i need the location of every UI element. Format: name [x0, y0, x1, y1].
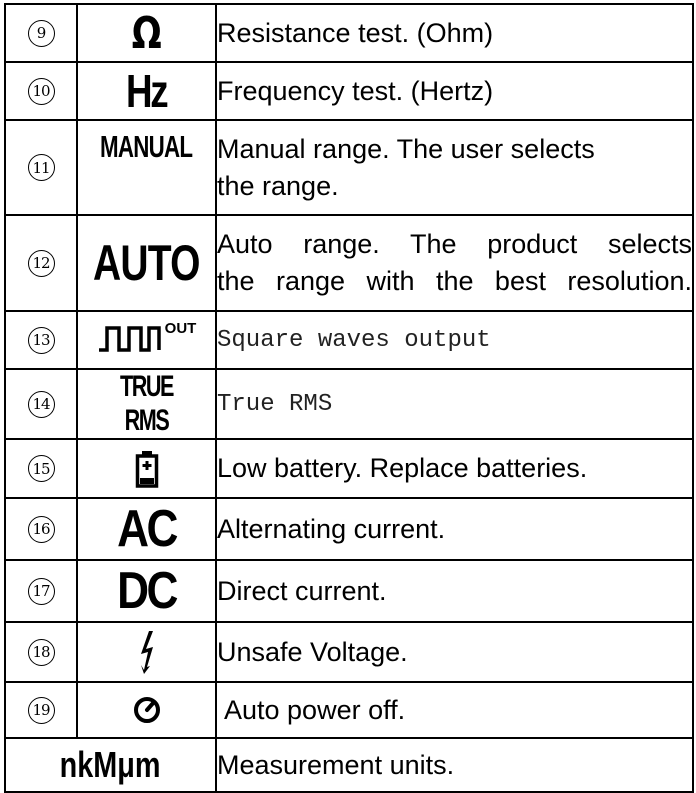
measurement-units-icon: nkMμm — [60, 744, 161, 785]
description-line: Auto range. The product selects — [217, 229, 692, 259]
circled-number: 16 — [28, 516, 55, 543]
ohm-icon: Ω — [131, 7, 162, 59]
symbol-cell — [77, 439, 216, 498]
description-cell: Resistance test. (Ohm) — [216, 4, 693, 62]
table-row — [5, 4, 693, 62]
auto-range-icon: AUTO — [93, 235, 200, 291]
hertz-icon: Hz — [126, 65, 167, 117]
table-row — [5, 120, 693, 215]
symbol-cell — [77, 369, 216, 439]
table-row — [5, 369, 693, 439]
description-cell: Unsafe Voltage. — [216, 622, 693, 682]
circled-number: 13 — [28, 327, 55, 354]
out-label: OUT — [164, 319, 197, 337]
manual-range-icon: MANUAL — [100, 129, 193, 164]
row-number-cell — [5, 369, 77, 439]
circled-number: 10 — [28, 78, 55, 105]
symbol-legend-table — [4, 3, 694, 793]
description-cell: Frequency test. (Hertz) — [216, 62, 693, 120]
square-wave-icon — [97, 322, 163, 354]
circled-number: 14 — [28, 391, 55, 418]
square-wave-out-icon — [97, 319, 197, 354]
symbol-cell — [77, 120, 216, 215]
symbol-cell — [77, 560, 216, 622]
description-cell: Low battery. Replace batteries. — [216, 439, 693, 498]
row-number-cell — [5, 311, 77, 369]
auto-power-off-icon — [132, 695, 162, 725]
circled-number: 19 — [28, 697, 55, 724]
dc-icon: DC — [117, 562, 176, 620]
symbol-cell — [77, 215, 216, 311]
table-row — [5, 439, 693, 498]
row-number-cell — [5, 498, 77, 560]
symbol-cell — [77, 682, 216, 738]
row-number-cell — [5, 62, 77, 120]
table-row — [5, 682, 693, 738]
true-rms-icon: TRUE RMS — [119, 370, 174, 437]
table-row — [5, 622, 693, 682]
description-cell — [216, 215, 693, 311]
table-row — [5, 311, 693, 369]
description-cell — [216, 120, 693, 215]
circled-number: 17 — [28, 578, 55, 605]
table-row — [5, 215, 693, 311]
row-number-cell — [5, 682, 77, 738]
description-cell: True RMS — [216, 369, 693, 439]
table-row — [5, 498, 693, 560]
low-battery-icon — [135, 450, 159, 488]
row-number-cell — [5, 622, 77, 682]
description-cell: Alternating current. — [216, 498, 693, 560]
symbol-cell — [77, 622, 216, 682]
description-line: Manual range. The user selects — [217, 133, 595, 164]
symbol-cell — [77, 62, 216, 120]
symbol-cell — [77, 498, 216, 560]
units-symbol-cell — [5, 738, 216, 792]
table-row — [5, 560, 693, 622]
circled-number: 18 — [28, 639, 55, 666]
ac-icon: AC — [117, 500, 176, 558]
row-number-cell — [5, 215, 77, 311]
description-cell: Auto power off. — [216, 682, 693, 738]
description-cell: Measurement units. — [216, 738, 693, 792]
description-line: the range with the best resolution. — [217, 266, 692, 296]
row-number-cell — [5, 439, 77, 498]
table-row — [5, 738, 693, 792]
description-cell: Square waves output — [216, 311, 693, 369]
circled-number: 15 — [28, 455, 55, 482]
circled-number: 9 — [28, 20, 55, 47]
table-row — [5, 62, 693, 120]
row-number-cell — [5, 560, 77, 622]
row-number-cell — [5, 120, 77, 215]
circled-number: 12 — [28, 250, 55, 277]
description-line: the range. — [217, 170, 339, 201]
row-number-cell — [5, 4, 77, 62]
circled-number: 11 — [28, 154, 55, 181]
lightning-icon — [136, 630, 158, 674]
symbol-cell — [77, 311, 216, 369]
symbol-cell — [77, 4, 216, 62]
description-cell: Direct current. — [216, 560, 693, 622]
